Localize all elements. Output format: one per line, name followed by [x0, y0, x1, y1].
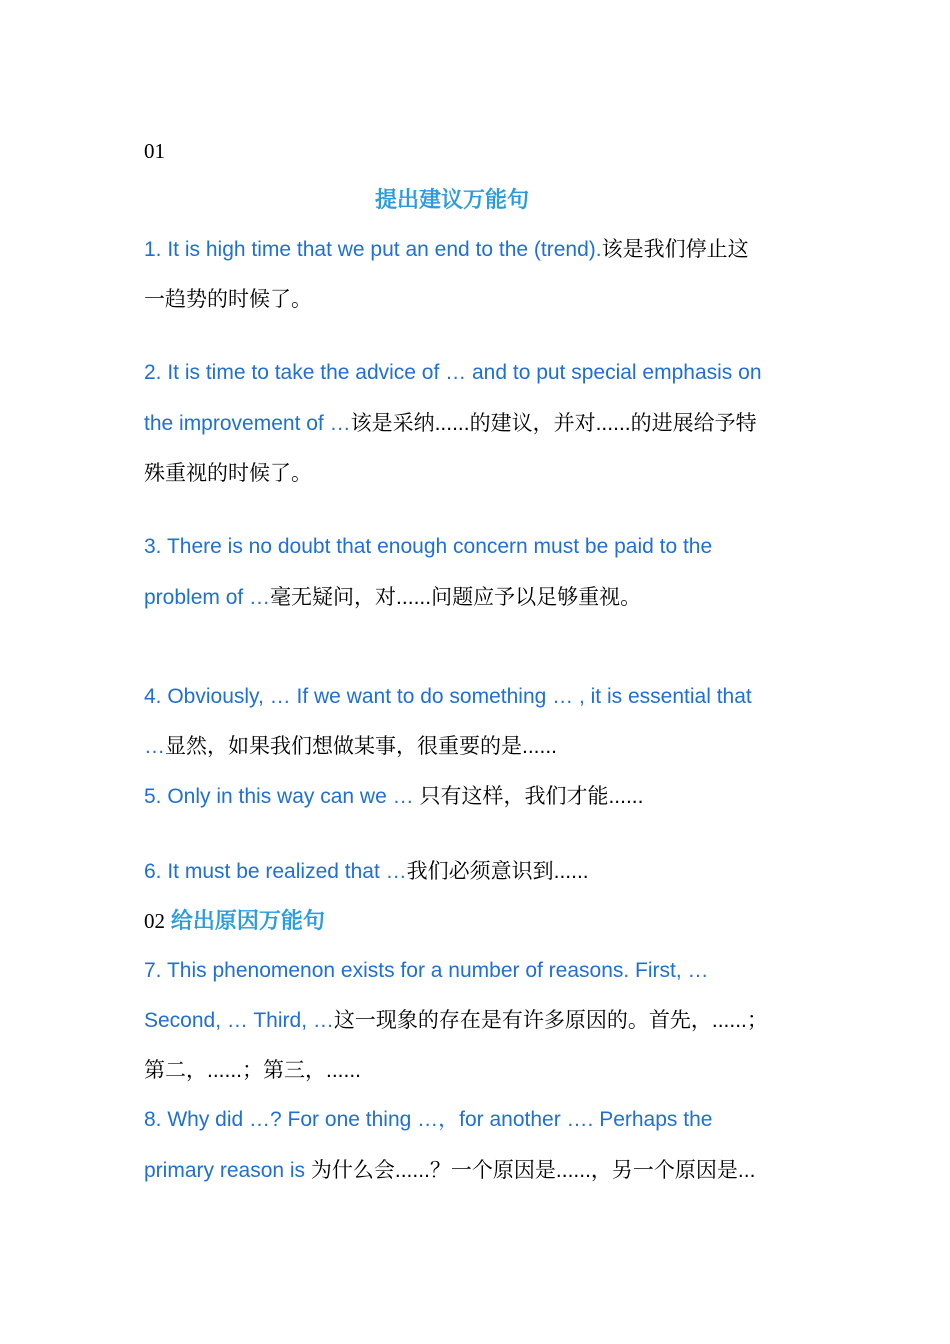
item-3-line-1: [144, 533, 712, 561]
item-2-line-3: [144, 460, 312, 488]
item-8-line-2: [144, 1157, 755, 1185]
item-7-english: 7. This phenomenon exists for a number of reasons. First, …: [144, 959, 709, 982]
section-number-01: 01: [144, 139, 165, 163]
item-7-chinese-cont: 第二，......；第三，......: [144, 1059, 362, 1082]
item-1-chinese-cont: 一趋势的时候了。: [144, 288, 312, 311]
item-1-english: 1. It is high time that we put an end to the (trend).: [144, 238, 602, 261]
item-6-chinese: 我们必须意识到......: [406, 860, 589, 883]
item-2-english-cont: the improvement of …: [144, 412, 351, 435]
item-7-line-1: [144, 957, 709, 985]
item-1-line-2: [144, 286, 312, 314]
item-2-line-1: [144, 359, 762, 387]
item-2-line-2: [144, 410, 757, 438]
item-3-english: 3. There is no doubt that enough concern must be paid to the: [144, 535, 713, 558]
item-1-line-1: [144, 236, 749, 264]
item-8-english: 8. Why did …? For one thing …，for another …. Perhaps the: [144, 1108, 713, 1131]
item-5-chinese: 只有这样，我们才能......: [419, 785, 644, 808]
section-title-reasons: 给出原因万能句: [170, 908, 325, 933]
item-8-english-cont: primary reason is: [144, 1159, 311, 1182]
item-7-line-3: [144, 1057, 361, 1085]
item-4-english: 4. Obviously, … If we want to do something … , it is essential that: [144, 685, 752, 708]
item-5-english: 5. Only in this way can we …: [144, 785, 420, 808]
item-6-english: 6. It must be realized that …: [144, 860, 407, 883]
item-2-chinese: 该是采纳......的建议，并对......的进展给予特: [350, 412, 757, 435]
item-3-chinese: 毫无疑问，对......问题应予以足够重视。: [270, 586, 642, 609]
section-title-suggestions: 提出建议万能句: [374, 187, 529, 212]
item-8-line-1: [144, 1106, 712, 1134]
item-7-chinese: 这一现象的存在是有许多原因的。首先，......；: [333, 1009, 768, 1032]
item-2-chinese-cont: 殊重视的时候了。: [144, 462, 312, 485]
item-7-english-cont: Second, … Third, …: [144, 1009, 334, 1032]
section-2-header: [144, 907, 325, 936]
item-3-line-2: [144, 584, 641, 612]
item-1-chinese: 该是我们停止这: [601, 238, 749, 261]
item-4-line-2: [144, 733, 557, 761]
item-3-english-cont: problem of …: [144, 586, 271, 609]
item-4-line-1: [144, 683, 752, 711]
section-number-02: 02: [144, 909, 165, 933]
item-7-line-2: [144, 1007, 768, 1035]
item-5-line-1: [144, 783, 643, 811]
item-4-chinese: 显然，如果我们想做某事，很重要的是......: [165, 735, 558, 758]
item-6-line-1: [144, 858, 589, 886]
item-4-english-cont: …: [144, 735, 165, 758]
item-2-english: 2. It is time to take the advice of … and to put special emphasis on: [144, 361, 762, 384]
item-8-chinese: 为什么会......？一个原因是......，另一个原因是...: [310, 1159, 756, 1182]
